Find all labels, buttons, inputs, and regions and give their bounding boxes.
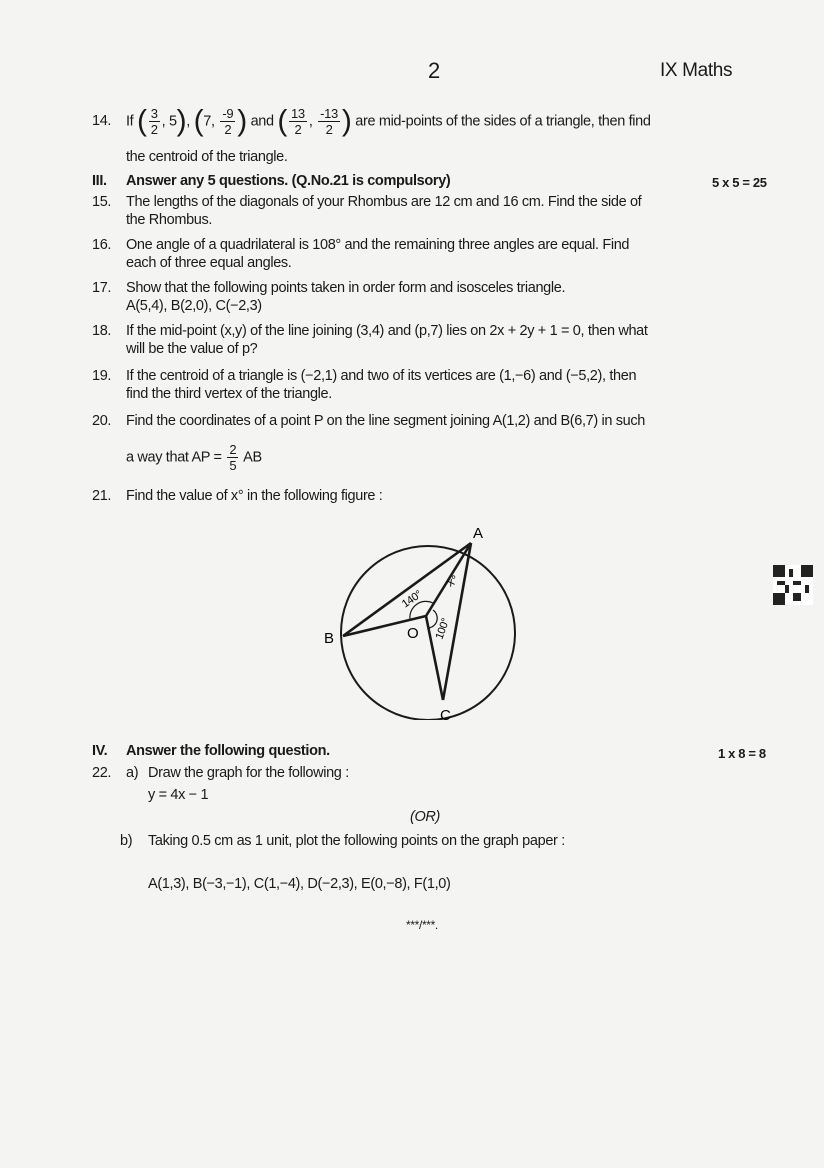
label-c: C	[440, 707, 451, 720]
question-number: 21.	[92, 488, 112, 504]
coord: 7	[203, 113, 212, 130]
sub-label: a)	[126, 765, 139, 781]
frac-num: -13	[320, 106, 338, 121]
text: Find the coordinates of a point P on the line segment joining A(1,2) and B(6,7) in such	[126, 413, 646, 429]
subject-title: IX Maths	[660, 60, 733, 81]
chord-ab	[343, 543, 471, 636]
frac-den: 2	[325, 122, 333, 137]
angle-140: 140°	[399, 588, 425, 611]
text: Show that the following points taken in order form and isosceles triangle.	[126, 280, 566, 296]
question-17-cont: A(5,4), B(2,0), C(−2,3)	[126, 298, 262, 314]
question-21	[92, 488, 383, 504]
question-number: 22.	[92, 765, 112, 781]
question-19	[92, 368, 636, 384]
section-number: III.	[92, 173, 107, 189]
question-number: 17.	[92, 280, 112, 296]
question-number: 20.	[92, 413, 112, 429]
text: AB	[243, 449, 262, 466]
page-number: 2	[428, 58, 440, 83]
question-20-cont	[126, 442, 262, 473]
or-separator: (OR)	[410, 809, 441, 825]
question-19-cont: find the third vertex of the triangle.	[126, 386, 332, 402]
question-22a	[92, 765, 349, 781]
text: Taking 0.5 cm as 1 unit, plot the following points on the graph paper :	[148, 833, 565, 849]
text: a way that AP =	[126, 449, 222, 466]
question-number: 18.	[92, 323, 112, 339]
frac-den: 2	[224, 122, 232, 137]
text: and	[250, 113, 274, 130]
question-number: 16.	[92, 237, 112, 253]
question-20	[92, 413, 645, 429]
text: If the centroid of a triangle is (−2,1) and two of its vertices are (1,−6) and (−5,2), then	[126, 368, 637, 384]
question-18	[92, 323, 648, 339]
question-15	[92, 194, 641, 210]
frac-num: -9	[222, 106, 234, 121]
question-number: 15.	[92, 194, 112, 210]
section-4-heading	[92, 743, 330, 759]
coord: 5	[168, 113, 177, 130]
text: If	[126, 113, 134, 130]
equation: y = 4x − 1	[148, 787, 209, 803]
label-b: B	[324, 630, 334, 647]
frac-den: 5	[229, 458, 237, 473]
question-14-cont: the centroid of the triangle.	[126, 149, 288, 165]
text: Draw the graph for the following :	[148, 765, 349, 781]
angle-arc-aoc	[429, 610, 437, 628]
text: Find the value of x° in the following figure :	[126, 488, 383, 504]
question-number: 14.	[92, 113, 112, 130]
frac-num: 3	[150, 106, 158, 121]
section-4-marks: 1 x 8 = 8	[718, 746, 766, 761]
question-number: 19.	[92, 368, 112, 384]
frac-den: 2	[294, 122, 302, 137]
frac-num: 2	[229, 442, 237, 457]
sub-label: b)	[120, 833, 133, 849]
text: are mid-points of the sides of a triangle, then find	[355, 113, 651, 130]
question-14: 14. If ( $\frac{3}{2}$ , 5), (7, $\frac{-9}{2}$ ) and ( $\frac{13}{2}$ , $\frac{-13}{2}$ ) are mid-points of the sides of a triangle, then find	[92, 104, 651, 138]
question-22b	[120, 833, 565, 849]
angle-100: 100°	[433, 616, 453, 642]
circle-figure	[300, 520, 540, 720]
question-16	[92, 237, 629, 253]
frac-den: 2	[150, 122, 158, 137]
question-15-cont: the Rhombus.	[126, 212, 213, 228]
section-number: IV.	[92, 743, 108, 759]
end-mark: ***/***.	[406, 918, 438, 932]
label-o: O	[407, 625, 419, 642]
section-title: Answer the following question.	[126, 743, 330, 759]
section-title: Answer any 5 questions. (Q.No.21 is compulsory)	[126, 173, 451, 189]
section-3-marks: 5 x 5 = 25	[712, 175, 767, 190]
question-16-cont: each of three equal angles.	[126, 255, 292, 271]
text: If the mid-point (x,y) of the line joining (3,4) and (p,7) lies on 2x + 2y + 1 = 0, then what	[126, 323, 648, 339]
section-3-heading	[92, 173, 450, 189]
text: The lengths of the diagonals of your Rhombus are 12 cm and 16 cm. Find the side of	[126, 194, 642, 210]
question-18-cont: will be the value of p?	[126, 341, 258, 357]
question-17	[92, 280, 565, 296]
label-a: A	[473, 525, 483, 542]
text: One angle of a quadrilateral is 108° and the remaining three angles are equal. Find	[126, 237, 630, 253]
qr-code	[773, 565, 813, 605]
points-list: A(1,3), B(−3,−1), C(1,−4), D(−2,3), E(0,−8), F(1,0)	[148, 876, 451, 892]
frac-num: 13	[291, 106, 305, 121]
circle	[341, 546, 515, 720]
angle-x: x°	[444, 572, 461, 590]
